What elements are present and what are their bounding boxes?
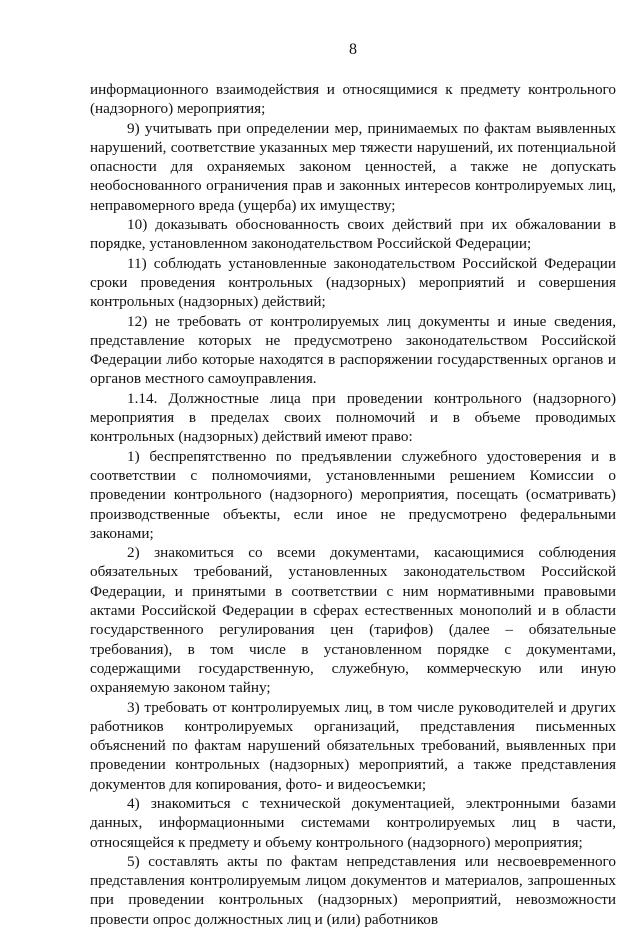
paragraph-item-12: 12) не требовать от контролируемых лиц документы и иные сведения, представление которых не предусмотрено законодательством Российской Федерации либо которые находятся в распоряжении государственных органов и органов местного самоуправления. — [90, 312, 616, 388]
paragraph-item-9: 9) учитывать при определении мер, принимаемых по фактам выявленных нарушений, соответствие указанных мер тяжести нарушений, их потенциальной опасности для охраняемых законом ценностей, а также не допускать необоснованного ограничения прав и законных интересов контролируемых лиц, неправомерного вреда (ущерба) их имуществу; — [90, 119, 616, 214]
paragraph-right-3: 3) требовать от контролируемых лиц, в том числе руководителей и других работников контролируемых организаций, представления письменных объяснений по фактам нарушений обязательных требований, выявленных при проведении контрольных (надзорных) мероприятий, а также представления документов для копирования, фото- и видеосъемки; — [90, 698, 616, 793]
page-number: 8 — [349, 41, 357, 58]
paragraph-right-5: 5) составлять акты по фактам непредставления или несвоевременного представления контролируемым лицом документов и материалов, запрошенных при проведении контрольных (надзорных) мероприятий, невозможности провести опрос должностных лиц и (или) работников — [90, 852, 616, 928]
paragraph-right-2: 2) знакомиться со всеми документами, касающимися соблюдения обязательных требований, установленных законодательством Российской Федерации, и принятыми в соответствии с ним нормативными правовыми актами Российской Федерации в сферах естественных монополий и в области государственного регулирования цен (тарифов) (далее – обязательные требования), в том числе в установленном порядке с документами, содержащими государственную, служебную, коммерческую или иную охраняемую законом тайну; — [90, 544, 616, 697]
paragraph-right-4: 4) знакомиться с технической документацией, электронными базами данных, информационными системами контролируемых лиц в части, относящейся к предмету и объему контрольного (надзорного) мероприятия; — [90, 794, 616, 851]
paragraph-item-11: 11) соблюдать установленные законодательством Российской Федерации сроки проведения контрольных (надзорных) мероприятий и совершения контрольных (надзорных) действий; — [90, 254, 616, 311]
paragraph-section-1-14: 1.14. Должностные лица при проведении контрольного (надзорного) мероприятия в пределах своих полномочий и в объеме проводимых контрольных (надзорных) действий имеют право: — [90, 389, 616, 446]
paragraph-continuation: информационного взаимодействия и относящимися к предмету контрольного (надзорного) мероприятия; — [90, 81, 616, 118]
paragraph-item-10: 10) доказывать обоснованность своих действий при их обжаловании в порядке, установленном законодательством Российской Федерации; — [90, 216, 616, 253]
paragraph-right-1: 1) беспрепятственно по предъявлении служебного удостоверения и в соответствии с полномочиями, установленными решением Комиссии о проведении контрольного (надзорного) мероприятия, посещать (осматривать) производственные объекты, если иное не предусмотрено федеральными законами; — [90, 447, 616, 542]
document-body — [90, 80, 616, 929]
